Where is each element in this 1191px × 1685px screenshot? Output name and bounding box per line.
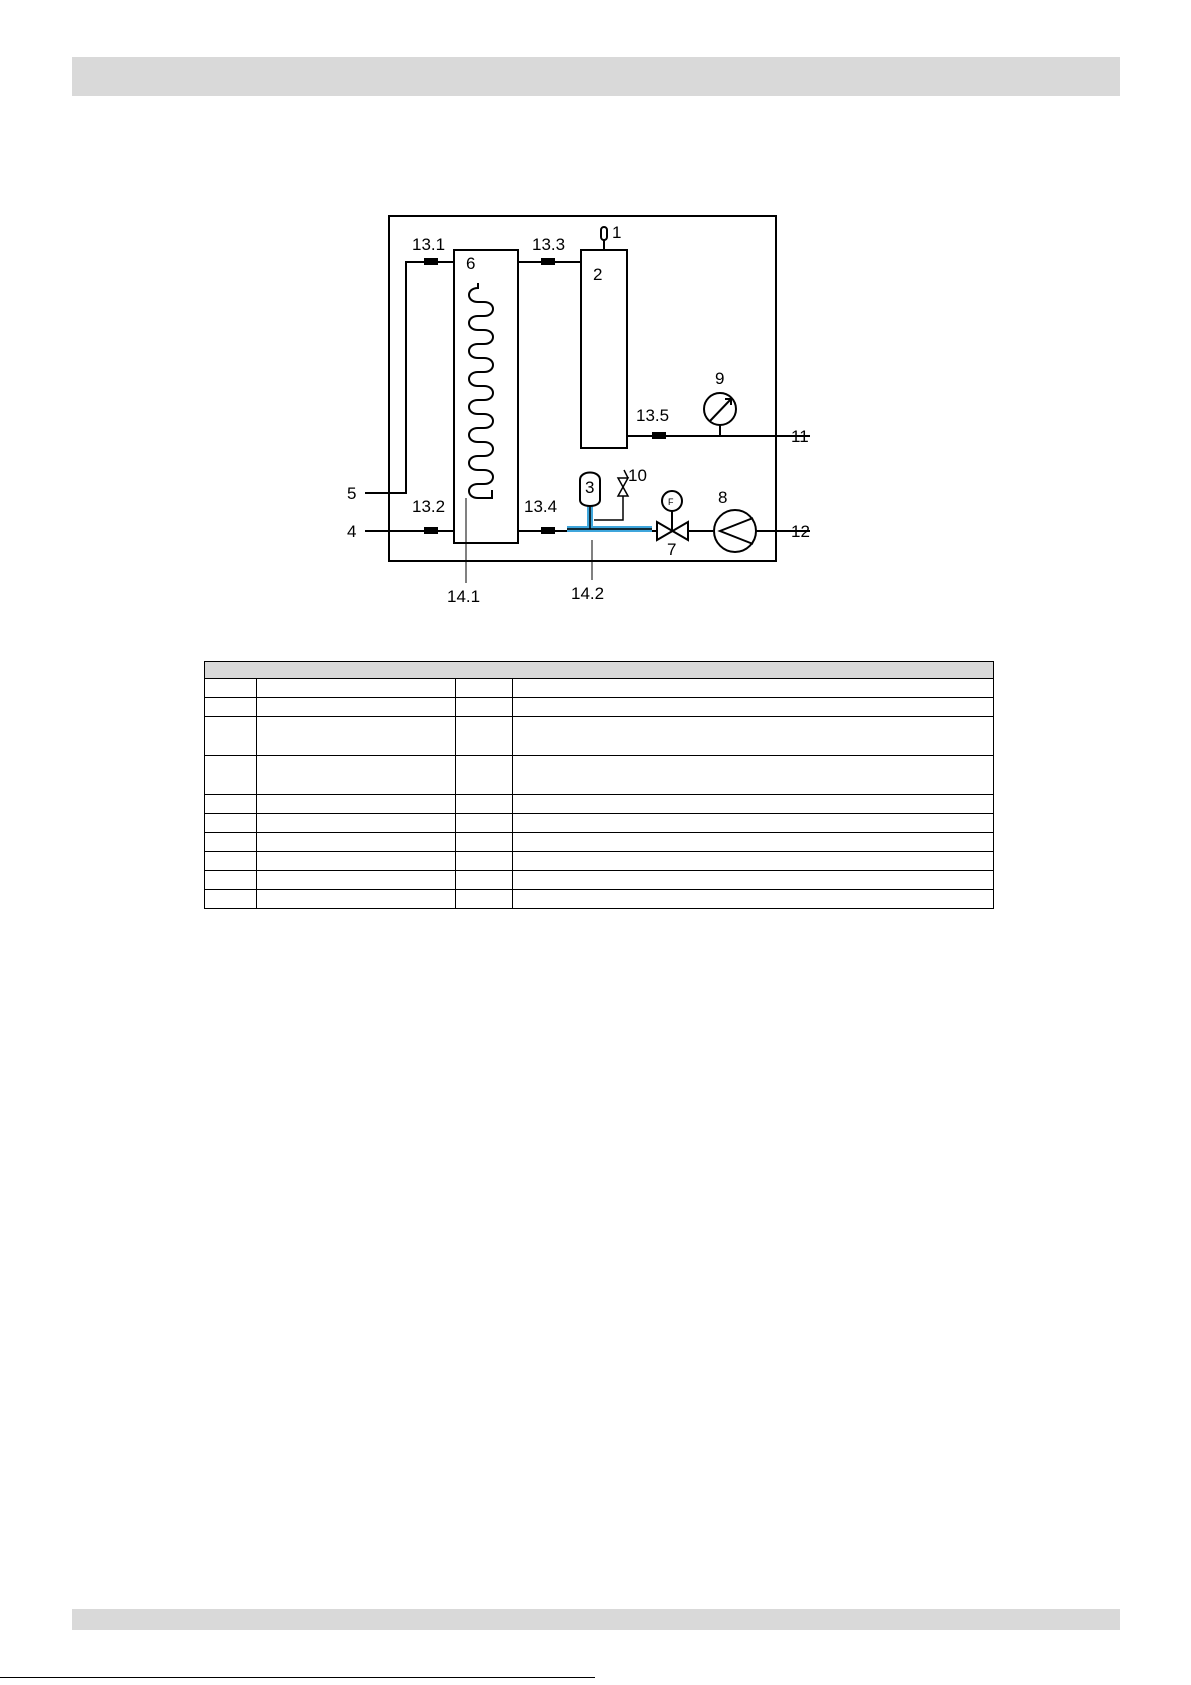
label-13-4: 13.4: [524, 497, 558, 516]
legend-cell-no: [205, 717, 257, 756]
label-4: 4: [347, 522, 357, 541]
label-9: 9: [715, 369, 725, 388]
legend-cell-name: [257, 717, 456, 756]
legend-row: [205, 871, 994, 890]
legend-cell-desc: [513, 890, 994, 909]
legend-header-cell: [205, 662, 994, 679]
legend-cell-name: [257, 795, 456, 814]
sensor-13-4: [541, 527, 555, 534]
legend-cell-desc: [513, 698, 994, 717]
legend-cell-no2: [456, 698, 513, 717]
label-3: 3: [585, 478, 595, 497]
legend-row: [205, 679, 994, 698]
legend-cell-desc: [513, 717, 994, 756]
label-7: 7: [667, 540, 677, 559]
legend-cell-desc: [513, 756, 994, 795]
legend-cell-no: [205, 795, 257, 814]
label-6: 6: [466, 254, 476, 273]
legend-cell-no: [205, 756, 257, 795]
legend-cell-no: [205, 698, 257, 717]
legend-row: [205, 890, 994, 909]
label-1: 1: [612, 223, 622, 242]
legend-cell-name: [257, 814, 456, 833]
legend-row: [205, 698, 994, 717]
legend-cell-no: [205, 852, 257, 871]
label-13-5: 13.5: [636, 406, 670, 425]
legend-cell-no2: [456, 833, 513, 852]
legend-cell-name: [257, 698, 456, 717]
label-12: 12: [791, 522, 810, 541]
legend-cell-no: [205, 833, 257, 852]
legend-row: [205, 717, 994, 756]
legend-cell-no2: [456, 852, 513, 871]
legend-cell-name: [257, 679, 456, 698]
pressure-gauge: [704, 393, 736, 425]
air-vent: [601, 227, 607, 240]
legend-cell-no: [205, 871, 257, 890]
legend-cell-desc: [513, 833, 994, 852]
label-13-1: 13.1: [412, 235, 446, 254]
sensor-13-2: [424, 527, 438, 534]
legend-cell-name: [257, 871, 456, 890]
legend-cell-desc: [513, 814, 994, 833]
legend-cell-desc: [513, 679, 994, 698]
hydraulic-schematic: [0, 0, 1191, 640]
unit-frame: [389, 216, 776, 561]
sensor-13-5: [652, 432, 666, 439]
legend-cell-name: [257, 890, 456, 909]
legend-cell-no2: [456, 795, 513, 814]
label-10: 10: [628, 466, 647, 485]
pipe-inlet-5: [365, 262, 454, 493]
heat-exchanger-coil: [469, 283, 493, 498]
legend-row: [205, 756, 994, 795]
legend-cell-desc: [513, 852, 994, 871]
legend-cell-no: [205, 814, 257, 833]
heat-exchanger: [454, 250, 518, 543]
legend-cell-desc: [513, 795, 994, 814]
legend-cell-no: [205, 679, 257, 698]
legend-header-row: [205, 662, 994, 679]
footer-rule: [0, 1677, 595, 1678]
sensor-13-1: [424, 258, 438, 265]
legend-cell-no2: [456, 814, 513, 833]
label-5: 5: [347, 484, 357, 503]
legend-cell-no2: [456, 756, 513, 795]
label-2: 2: [593, 265, 603, 284]
drain-valve-icon: [618, 478, 628, 496]
legend-cell-name: [257, 833, 456, 852]
filter-label: F: [668, 497, 674, 507]
legend-cell-desc: [513, 871, 994, 890]
legend-table: [204, 661, 994, 909]
legend-cell-no2: [456, 890, 513, 909]
highlighted-pipe-14-2: [567, 506, 652, 529]
legend-cell-no2: [456, 717, 513, 756]
label-13-2: 13.2: [412, 497, 446, 516]
legend-cell-no2: [456, 871, 513, 890]
vessel: [581, 250, 627, 448]
label-14-2: 14.2: [571, 584, 605, 603]
label-8: 8: [718, 488, 728, 507]
legend-cell-no2: [456, 679, 513, 698]
legend-row: [205, 833, 994, 852]
label-13-3: 13.3: [532, 235, 566, 254]
label-11: 11: [791, 427, 809, 446]
legend-cell-name: [257, 852, 456, 871]
label-14-1: 14.1: [447, 587, 481, 606]
legend-row: [205, 795, 994, 814]
legend-cell-name: [257, 756, 456, 795]
sensor-13-3: [541, 258, 555, 265]
legend-row: [205, 814, 994, 833]
legend-row: [205, 852, 994, 871]
legend-body: [205, 679, 994, 909]
footer-bar: [72, 1609, 1120, 1630]
legend-cell-no: [205, 890, 257, 909]
